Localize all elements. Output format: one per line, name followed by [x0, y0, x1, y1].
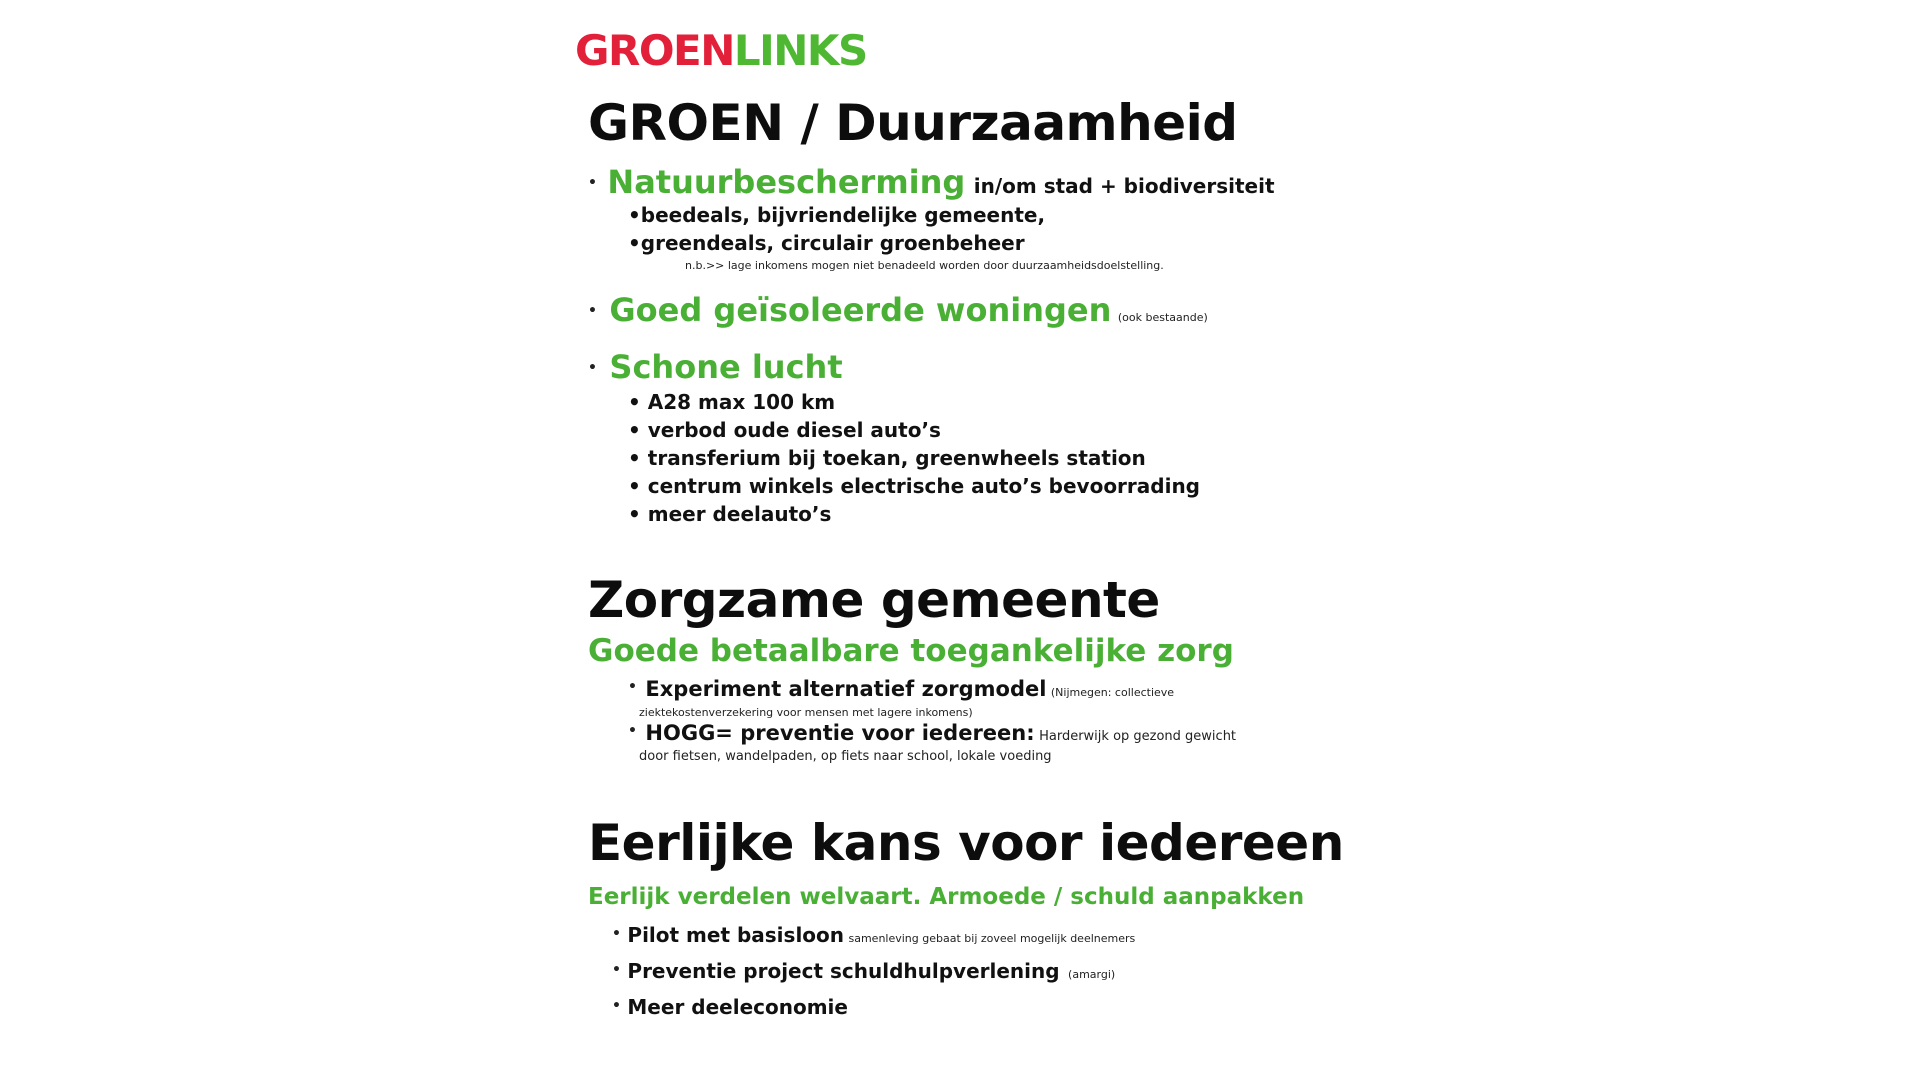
sub-item-a28 — [628, 392, 835, 412]
item-schone-lucht — [588, 348, 843, 386]
bullet: • — [628, 679, 637, 695]
item-schuldhulp — [612, 961, 1115, 983]
logo-groen: GROEN — [575, 26, 734, 75]
item-suffix: (ook bestaande) — [1117, 311, 1208, 324]
bullet: • — [612, 998, 621, 1014]
item-small: (Nijmegen: collectieve — [1050, 686, 1175, 699]
bullet: • — [588, 175, 597, 191]
item-bold: HOGG= preventie voor iedereen: — [645, 721, 1035, 745]
bullet: • — [628, 418, 641, 442]
bullet: • — [628, 231, 641, 255]
item-heading: Goed geïsoleerde woningen — [609, 291, 1112, 329]
section-kans-subtitle: Eerlijk verdelen welvaart. Armoede / schuld aanpakken — [588, 884, 1305, 910]
sub-item-centrum — [628, 476, 1200, 496]
item-bold: Meer deeleconomie — [627, 995, 848, 1019]
section-kans-title: Eerlijke kans voor iedereen — [588, 814, 1344, 872]
sub-item-deelautos — [628, 504, 831, 524]
note-text: n.b.>> lage inkomens mogen niet benadeeld worden door duurzaamheidsdoelstelling. — [685, 259, 1164, 272]
item-bold: Pilot met basisloon — [627, 923, 845, 947]
bullet: • — [628, 723, 637, 739]
item-small: samenleving gebaat bij zoveel mogelijk deelnemers — [848, 932, 1136, 945]
item-hogg — [628, 723, 1236, 745]
item-heading: Natuurbescherming — [607, 163, 966, 201]
sub-item-text: centrum winkels electrische auto’s bevoorrading — [647, 474, 1201, 498]
item-small: (amargi) — [1068, 968, 1116, 981]
bullet: • — [628, 474, 641, 498]
bullet: • — [628, 203, 641, 227]
item-heading: Schone lucht — [609, 348, 843, 386]
sub-item-beedeals — [628, 205, 1045, 225]
item-deeleconomie — [612, 997, 848, 1019]
sub-item-diesel — [628, 420, 941, 440]
item-isolatie — [588, 291, 1208, 329]
item-suffix: in/om stad + biodiversiteit — [973, 174, 1275, 198]
sub-item-transferium — [628, 448, 1146, 468]
item-small: Harderwijk op gezond gewicht — [1039, 729, 1237, 744]
bullet: • — [612, 926, 621, 942]
item-bold: Preventie project schuldhulpverlening — [627, 959, 1060, 983]
groenlinks-logo — [575, 26, 867, 75]
sub-item-text: transferium bij toekan, greenwheels station — [647, 446, 1146, 470]
sub-item-text: verbod oude diesel auto’s — [647, 418, 941, 442]
item-small-continued: ziektekostenverzekering voor mensen met lagere inkomens) — [639, 706, 973, 719]
item-small-continued: door fietsen, wandelpaden, op fiets naar school, lokale voeding — [639, 749, 1052, 764]
bullet: • — [628, 502, 641, 526]
sub-item-text: meer deelauto’s — [647, 502, 832, 526]
bullet: • — [628, 446, 641, 470]
bullet: • — [612, 962, 621, 978]
sub-item-greendeals — [628, 233, 1025, 253]
item-natuurbescherming — [588, 163, 1275, 201]
sub-item-text: greendeals, circulair groenbeheer — [640, 231, 1025, 255]
bullet: • — [628, 390, 641, 414]
logo-links: LINKS — [733, 26, 867, 75]
section-zorg-title: Zorgzame gemeente — [588, 571, 1160, 629]
section-groen-title: GROEN / Duurzaamheid — [588, 94, 1238, 152]
section-zorg-subtitle: Goede betaalbare toegankelijke zorg — [588, 633, 1234, 669]
bullet: • — [588, 303, 597, 319]
item-basisloon — [612, 925, 1135, 947]
sub-item-text: beedeals, bijvriendelijke gemeente, — [640, 203, 1046, 227]
item-experiment — [628, 679, 1174, 701]
item-bold: Experiment alternatief zorgmodel — [645, 677, 1047, 701]
bullet: • — [588, 360, 597, 376]
sub-item-text: A28 max 100 km — [647, 390, 836, 414]
